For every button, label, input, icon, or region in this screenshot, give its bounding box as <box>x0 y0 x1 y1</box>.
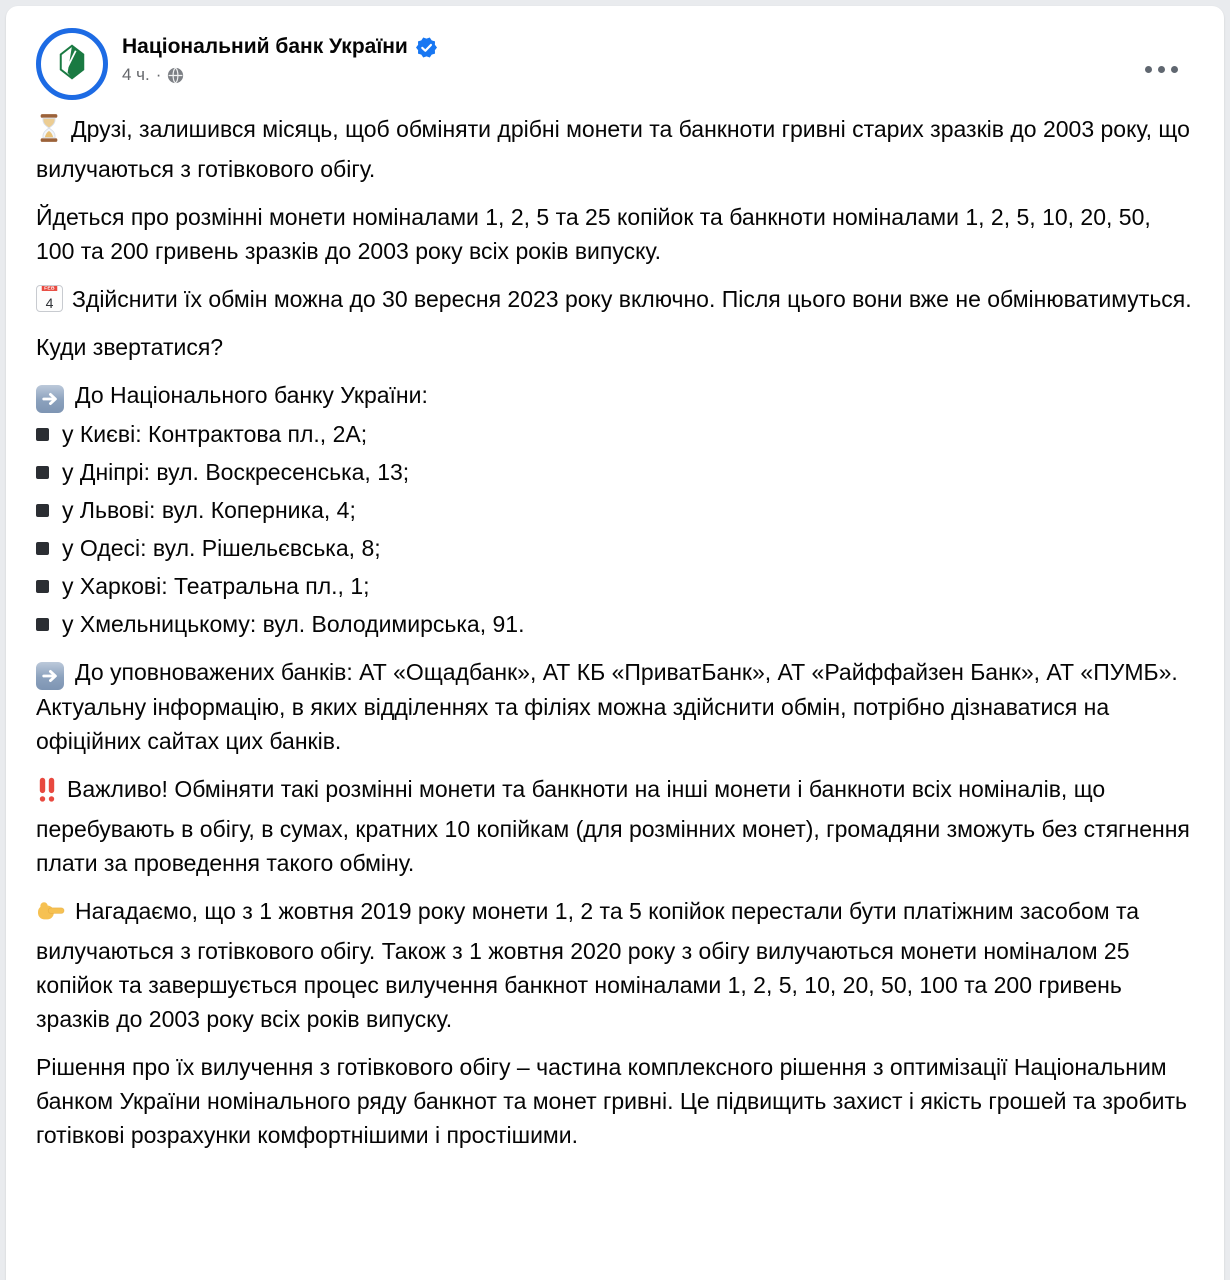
nbu-logo-icon <box>57 43 87 86</box>
paragraph-banks-text: До уповноважених банків: АТ «Ощадбанк», АТ КБ «ПриватБанк», АТ «Райффайзен Банк», АТ «ПУМБ». Актуальну інформацію, в яких відділеннях та філіях можна здійснити обмін, потрібно дізнаватися на офіційних сайтах цих банків. <box>36 659 1178 754</box>
page-name[interactable]: Національний банк України <box>122 35 408 58</box>
address-khmelnytskyi: у Хмельницькому: вул. Володимирська, 91. <box>62 611 525 637</box>
header-texts <box>122 28 437 85</box>
address-lviv: у Львові: вул. Коперника, 4; <box>62 497 356 523</box>
address-odesa: у Одесі: вул. Рішельєвська, 8; <box>62 535 381 561</box>
globe-privacy-icon <box>167 67 184 84</box>
paragraph-important <box>36 772 1194 880</box>
double-exclamation-icon <box>36 776 58 812</box>
address-dnipro: у Дніпрі: вул. Воскресенська, 13; <box>62 459 410 485</box>
calendar-month-label: FEB <box>42 286 58 291</box>
calendar-icon <box>36 285 63 312</box>
post-card <box>6 6 1224 1280</box>
square-bullet-icon <box>36 428 49 441</box>
paragraph-decision-text: Рішення про їх вилучення з готівкового обігу – частина комплексного рішення з оптимізації Національним банком України номінального ряду банкнот та монет гривні. Це підвищить захист і якість грошей та зробить готівкові розрахунки комфортнішими і простішими. <box>36 1054 1187 1148</box>
address-list <box>36 417 1194 641</box>
pointing-right-icon <box>36 899 66 934</box>
verified-badge-icon <box>416 37 437 58</box>
meta-separator: · <box>155 65 162 84</box>
paragraph-nbu-header-text: До Національного банку України: <box>75 382 428 408</box>
square-bullet-icon <box>36 618 49 631</box>
avatar[interactable] <box>36 28 108 100</box>
paragraph-intro <box>36 112 1194 186</box>
more-options-button[interactable] <box>1139 56 1184 83</box>
paragraph-deadline <box>36 282 1194 316</box>
square-bullet-icon <box>36 580 49 593</box>
address-kyiv: у Києві: Контрактова пл., 2А; <box>62 421 368 447</box>
right-arrow-icon <box>36 385 64 413</box>
list-item-lviv <box>36 493 1194 527</box>
paragraph-nbu-header <box>36 378 1194 413</box>
list-item-kyiv <box>36 417 1194 451</box>
list-item-odesa <box>36 531 1194 565</box>
calendar-day-label: 4 <box>45 295 54 311</box>
paragraph-denominations <box>36 200 1194 268</box>
right-arrow-icon <box>36 662 64 690</box>
address-kharkiv: у Харкові: Театральна пл., 1; <box>62 573 370 599</box>
paragraph-decision <box>36 1050 1194 1152</box>
paragraph-deadline-text: Здійснити їх обмін можна до 30 вересня 2023 року включно. Після цього вони вже не обмінюватимуться. <box>72 286 1192 312</box>
square-bullet-icon <box>36 504 49 517</box>
post-body <box>36 112 1194 1152</box>
post-header <box>36 28 1194 100</box>
paragraph-where <box>36 330 1194 364</box>
paragraph-banks <box>36 655 1194 758</box>
list-item-khmelnytskyi <box>36 607 1194 641</box>
list-item-kharkiv <box>36 569 1194 603</box>
paragraph-reminder <box>36 894 1194 1036</box>
timestamp[interactable]: 4 ч. <box>122 65 150 84</box>
hourglass-icon <box>36 113 62 152</box>
paragraph-intro-text: Друзі, залишився місяць, щоб обміняти дрібні монети та банкноти гривні старих зразків до 2003 року, що вилучаються з готівкового обігу. <box>36 116 1190 182</box>
paragraph-where-text: Куди звертатися? <box>36 334 224 360</box>
list-item-dnipro <box>36 455 1194 489</box>
paragraph-important-text: Важливо! Обміняти такі розмінні монети та банкноти на інші монети і банкноти всіх номіналів, що перебувають в обігу, в сумах, кратних 10 копійкам (для розмінних монет), громадяни зможуть без стягнення плати за проведення такого обміну. <box>36 776 1190 876</box>
paragraph-reminder-text: Нагадаємо, що з 1 жовтня 2019 року монети 1, 2 та 5 копійок перестали бути платіжним засобом та вилучаються з готівкового обігу. Також з 1 жовтня 2020 року з обігу вилучаються монети номіналом 25 копійок та завершується процес вилучення банкнот номіналами 1, 2, 5, 10, 20, 50, 100 та 200 гривень зразків до 2003 року всіх років випуску. <box>36 898 1140 1032</box>
square-bullet-icon <box>36 466 49 479</box>
paragraph-denominations-text: Йдеться про розмінні монети номіналами 1, 2, 5 та 25 копійок та банкноти номіналами 1, 2, 5, 10, 20, 50, 100 та 200 гривень зразків до 2003 року всіх років випуску. <box>36 204 1151 264</box>
square-bullet-icon <box>36 542 49 555</box>
